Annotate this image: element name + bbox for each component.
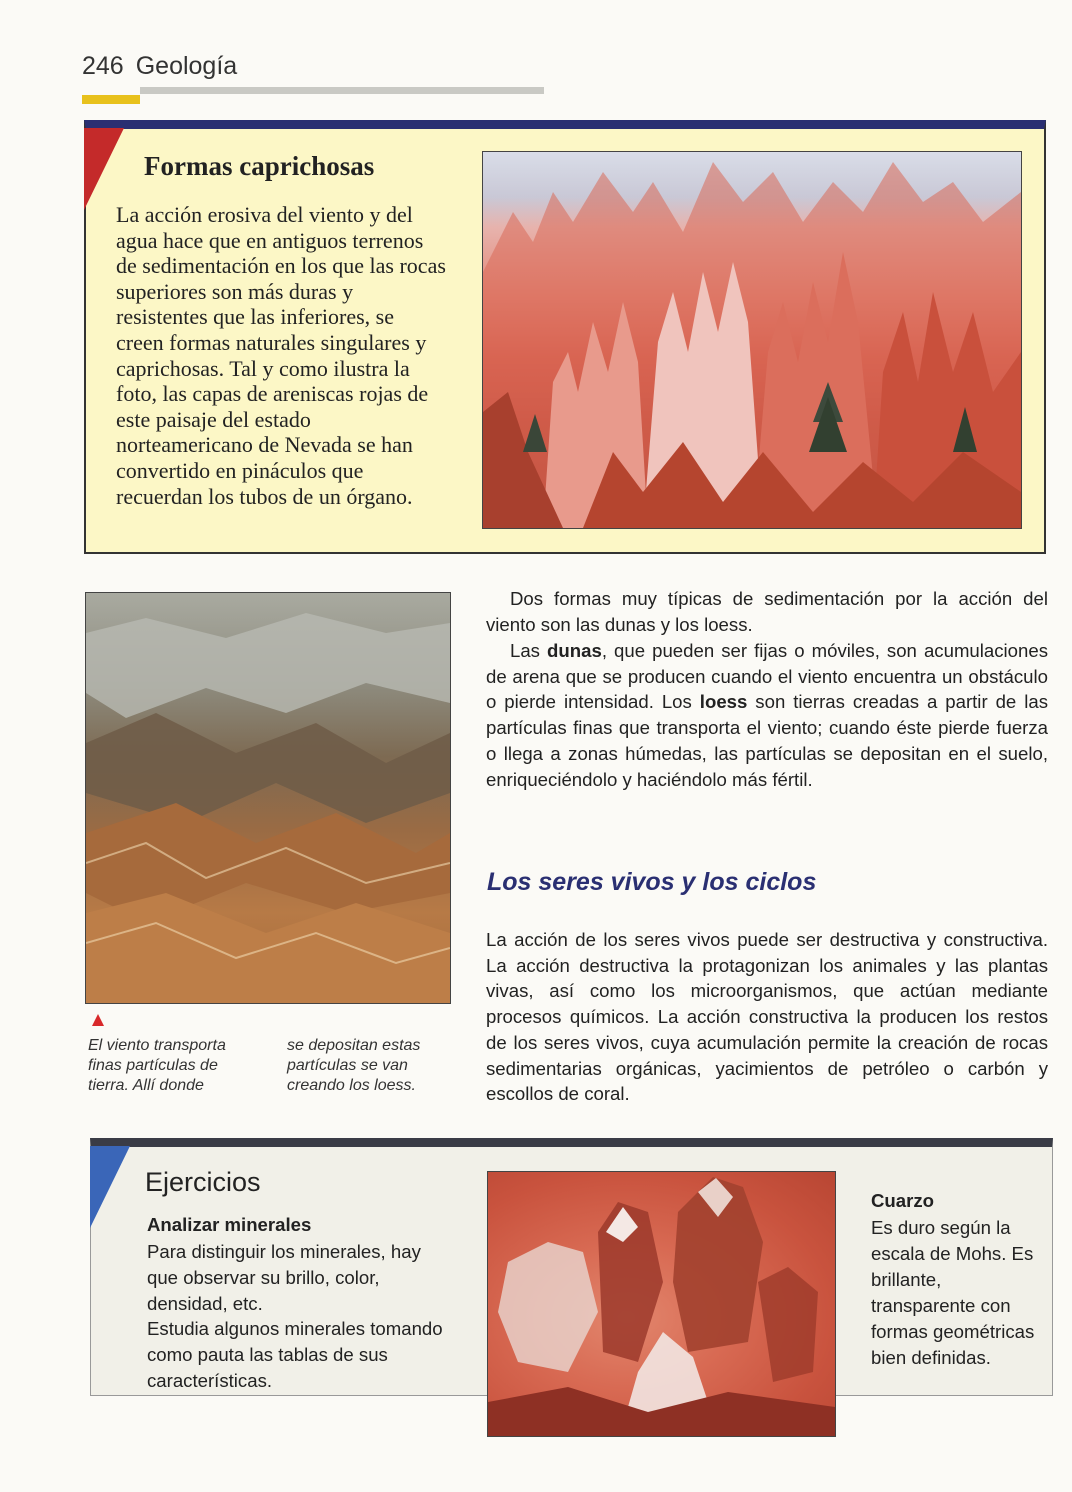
feature-title: Formas caprichosas — [144, 151, 375, 181]
photo-caption-part-1: El viento transporta finas partículas de tierra. Allí donde — [88, 1037, 226, 1094]
quartz-photo — [487, 1171, 836, 1437]
term-loess: loess — [699, 691, 748, 713]
body-paragraph-3: La acción de los seres vivos puede ser destructiva y constructiva. La acción destructiva la protagonizan los animales y las plantas vivas, así como los microorganismos, que actúan mediante procesos químicos. La acción constructiva la producen los restos de los seres vivos, cuya acumulación permite la creación de rocas sedimentarias orgánicas, yacimientos de petróleo o carbón y escollos de coral. — [486, 929, 1048, 1105]
section-heading: Los seres vivos y los ciclos — [487, 868, 817, 896]
body-paragraph-2 — [486, 638, 1048, 792]
header-rule — [140, 87, 544, 94]
feature-text: La acción erosiva del viento y del agua hace que en antiguos terrenos de sedimentación en los que las rocas superiores son más duras y resistentes que las inferiores, se creen formas naturales singulares y caprichosas. Tal y como ilustra la foto, las capas de areniscas rojas de este paisaje del estado norteamericano de Nevada se han convertido en pináculos que recuerdan los tubos de un órgano. — [116, 202, 446, 509]
feature-box — [84, 120, 1046, 554]
quartz-illustration — [488, 1172, 835, 1436]
exercises-title: Ejercicios — [145, 1167, 261, 1197]
p2-text-b: , que pueden ser fijas o móviles, son acumulaciones de arena que se producen cuando el viento encuentra un obstáculo o pierde intensidad. Los — [486, 640, 1048, 713]
exercises-box — [90, 1138, 1053, 1396]
corner-triangle — [84, 128, 124, 210]
section-title: Geología — [135, 52, 238, 80]
body-paragraph-1: Dos formas muy típicas de sedimentación por la acción del viento son las dunas y los loess. — [486, 588, 1048, 635]
eroded-valley-photo — [85, 592, 451, 1004]
page-number: 246 — [82, 52, 124, 80]
valley-illustration — [86, 593, 450, 1003]
exercises-subtitle: Analizar minerales — [147, 1214, 312, 1235]
hoodoos-photo — [482, 151, 1022, 529]
p2-text-a: Las — [510, 640, 548, 661]
photo-caption-part-2: se depositan estas partículas se van creando los loess. — [287, 1037, 421, 1094]
mineral-description: Es duro según la escala de Mohs. Es brillante, transparente con formas geométricas bien definidas. — [871, 1217, 1035, 1368]
running-header — [82, 52, 237, 81]
exercises-text — [147, 1239, 457, 1394]
term-dunas: dunas — [547, 640, 602, 661]
mineral-name: Cuarzo — [871, 1190, 935, 1211]
caption-marker-icon — [92, 1014, 104, 1026]
p2-text-c: son tierras creadas a partir de las partículas finas que transporta el viento; cuando éste pierde fuerza o llega a zonas húmedas, las partículas se depositan en el suelo, enriqueciéndolo y haciéndolo más fértil. — [486, 691, 1049, 790]
exercise-line-1: Para distinguir los minerales, hay que observar su brillo, color, densidad, etc. — [147, 1241, 421, 1314]
exercise-line-2: Estudia algunos minerales tomando como pauta las tablas de sus características. — [147, 1318, 443, 1391]
hoodoos-illustration — [483, 152, 1021, 528]
header-rule-accent — [82, 95, 140, 104]
corner-triangle — [90, 1146, 130, 1228]
